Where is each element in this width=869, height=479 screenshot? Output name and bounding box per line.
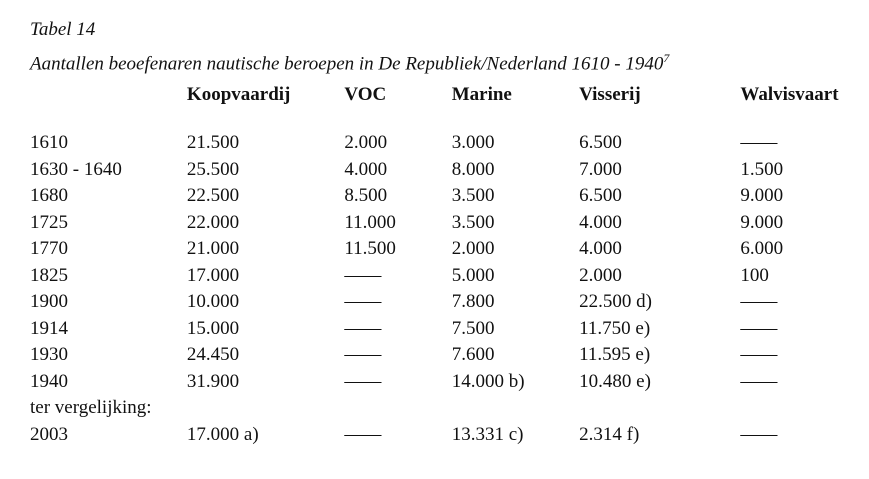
- cell-voc: 11.500: [344, 238, 396, 259]
- column-header-voc: VOC: [344, 84, 387, 105]
- cell-voc: 11.000: [344, 211, 396, 233]
- table-row: [30, 236, 869, 263]
- cell-year: 1610: [30, 132, 68, 153]
- table-row: [30, 210, 869, 237]
- cell-marine: 13.331 c): [451, 423, 524, 445]
- cell-koopvaardij: 25.500: [186, 158, 240, 180]
- cell-year: 1630 - 1640: [30, 158, 122, 180]
- nautical-professions-table: [30, 84, 869, 448]
- column-header-year: [30, 84, 187, 130]
- caption-line-2: [30, 44, 669, 78]
- cell-year: 1770: [30, 238, 68, 259]
- cell-koopvaardij: 21.000: [186, 238, 240, 259]
- cell-voc: 2.000: [344, 132, 388, 153]
- cell-walvisvaart: 9.000: [740, 211, 784, 233]
- cell-voc: 4.000: [344, 158, 388, 180]
- table-header-row: [30, 84, 869, 130]
- cell-voc: ——: [344, 317, 381, 339]
- cell-year: 2003: [30, 423, 68, 445]
- cell-year: 1825: [30, 264, 68, 286]
- cell-year: 1680: [30, 185, 68, 206]
- comparison-label: ter vergelijking:: [30, 397, 152, 418]
- cell-voc: ——: [344, 291, 381, 312]
- cell-marine: 7.800: [451, 291, 495, 312]
- cell-walvisvaart: ——: [740, 423, 777, 445]
- cell-visserij: 22.500 d): [579, 291, 652, 312]
- cell-visserij: 6.500: [579, 185, 622, 206]
- cell-koopvaardij: 21.500: [186, 132, 240, 153]
- table-row: [30, 316, 869, 343]
- table-header: [30, 84, 869, 130]
- caption-title: Aantallen beoefenaren nautische beroepen in De Republiek/Nederland 1610 - 1940: [30, 53, 664, 75]
- cell-walvisvaart: ——: [740, 344, 777, 365]
- cell-voc: ——: [344, 264, 381, 286]
- cell-year: 1725: [30, 211, 68, 233]
- cell-koopvaardij: 22.000: [186, 211, 240, 233]
- caption-line-1: Tabel 14: [30, 19, 96, 40]
- cell-koopvaardij: 17.000: [186, 264, 240, 286]
- cell-marine: 3.500: [451, 211, 495, 233]
- footnote-marker: 7: [663, 51, 670, 65]
- cell-walvisvaart: ——: [740, 291, 777, 312]
- cell-marine: 8.000: [451, 158, 495, 180]
- table-row: [30, 422, 869, 449]
- cell-walvisvaart: ——: [740, 317, 777, 339]
- cell-marine: 2.000: [451, 238, 495, 259]
- cell-year: 1930: [30, 344, 68, 365]
- table-body: [30, 130, 869, 448]
- cell-visserij: 2.314 f): [579, 423, 640, 445]
- cell-walvisvaart: ——: [740, 370, 777, 392]
- cell-year: 1900: [30, 291, 68, 312]
- cell-marine: 14.000 b): [451, 370, 525, 392]
- table-caption: [30, 16, 669, 78]
- column-header-koopvaardij: Koopvaardij: [186, 84, 291, 105]
- cell-marine: 3.500: [451, 185, 495, 206]
- cell-visserij: 2.000: [579, 264, 622, 286]
- cell-koopvaardij: 24.450: [186, 344, 240, 365]
- table-row: [30, 183, 869, 210]
- cell-koopvaardij: 17.000 a): [186, 423, 259, 445]
- cell-year: 1914: [30, 317, 68, 339]
- table-row: [30, 369, 869, 396]
- cell-year: 1940: [30, 370, 68, 392]
- cell-koopvaardij: 22.500: [186, 185, 240, 206]
- cell-marine: 7.500: [451, 317, 495, 339]
- table-row: [30, 130, 869, 157]
- cell-koopvaardij: 15.000: [186, 317, 240, 339]
- column-header-visserij: Visserij: [579, 84, 641, 105]
- cell-voc: ——: [344, 370, 381, 392]
- cell-voc: 8.500: [344, 185, 388, 206]
- cell-walvisvaart: 9.000: [740, 185, 784, 206]
- cell-visserij: 7.000: [579, 158, 622, 180]
- table-row: [30, 157, 869, 184]
- cell-marine: 7.600: [451, 344, 495, 365]
- cell-walvisvaart: 1.500: [740, 158, 784, 180]
- cell-koopvaardij: 10.000: [186, 291, 240, 312]
- cell-voc: ——: [344, 344, 381, 365]
- cell-visserij: 4.000: [579, 238, 622, 259]
- cell-walvisvaart: 100: [740, 264, 769, 286]
- cell-voc: ——: [344, 423, 381, 445]
- cell-walvisvaart: 6.000: [740, 238, 784, 259]
- table-row: [30, 289, 869, 316]
- cell-visserij: 11.595 e): [579, 344, 651, 365]
- table-row: [30, 263, 869, 290]
- cell-koopvaardij: 31.900: [186, 370, 240, 392]
- table-row: [30, 342, 869, 369]
- comparison-label-row: [30, 395, 869, 422]
- column-header-marine: Marine: [451, 84, 512, 105]
- column-header-walvisvaart: Walvisvaart: [740, 84, 839, 105]
- cell-visserij: 11.750 e): [579, 317, 651, 339]
- cell-marine: 3.000: [451, 132, 495, 153]
- cell-visserij: 6.500: [579, 132, 622, 153]
- cell-visserij: 10.480 e): [579, 370, 651, 392]
- cell-visserij: 4.000: [579, 211, 622, 233]
- cell-marine: 5.000: [451, 264, 495, 286]
- cell-walvisvaart: ——: [740, 132, 777, 153]
